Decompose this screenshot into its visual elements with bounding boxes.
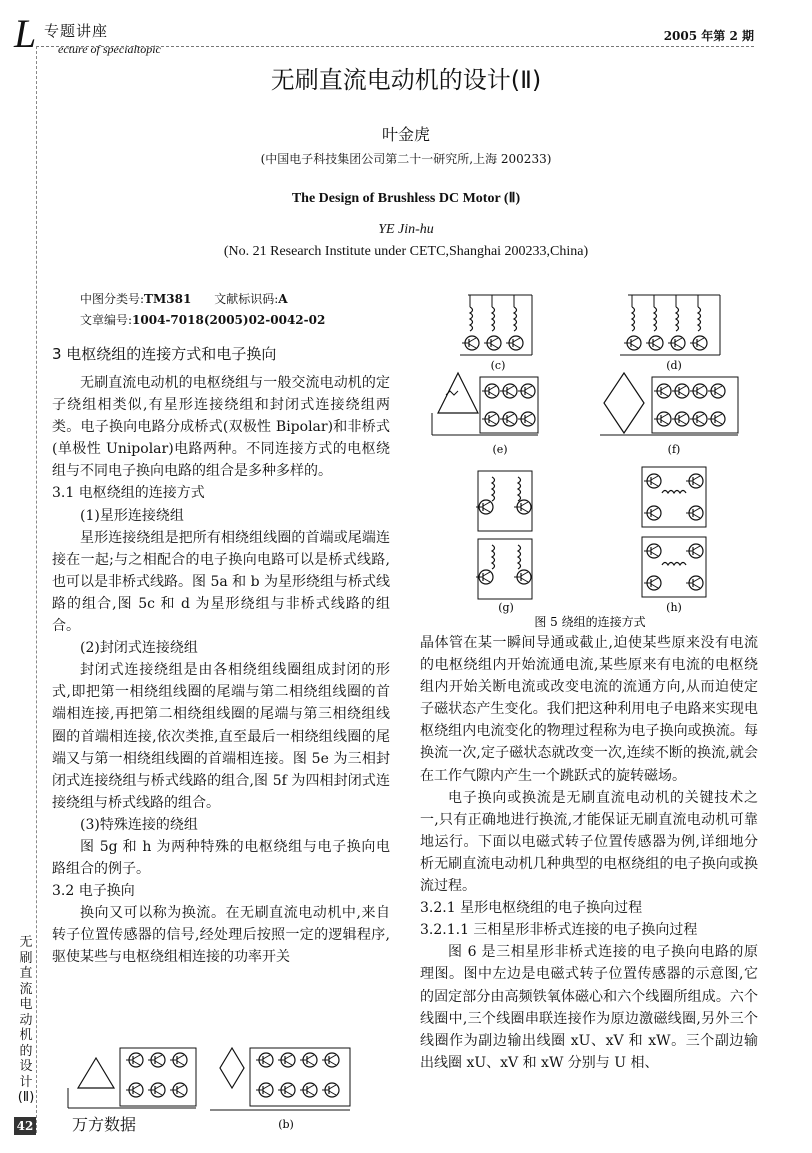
column-name: 专题讲座	[44, 22, 109, 40]
paragraph: 无刷直流电动机的电枢绕组与一般交流电动机的定子绕组相类似,有星形连接绕组和封闭式连接绕组两类。电子换向电路分成桥式(双极性 Bipolar)和非桥式(单极性 Unipolar)电路两种。不同连接方式的电枢绕组与不同电子换向电路的组合是多种多样的。	[52, 375, 390, 480]
issue-label: 2005 年第 2 期	[663, 29, 754, 43]
clc-label: 中图分类号:	[80, 292, 145, 306]
figure-5e	[432, 373, 538, 435]
paragraph: 电子换向或换流是无刷直流电动机的关键技术之一,只有正确地进行换流,才能保证无刷直流电动机可靠地运行。下面以电磁式转子位置传感器为例,详细地分析无刷直流电动机几种典型的电枢绕组的电子换向或换流过程。	[420, 789, 758, 895]
sidebar-divider	[36, 46, 37, 1133]
article-number-line	[80, 311, 325, 328]
fig-label-g: (g)	[498, 601, 514, 614]
fig-label-c: (c)	[490, 359, 506, 372]
fig-label-f: (f)	[667, 443, 681, 456]
sub-subsection-heading: (1)星形连接绕组	[80, 507, 184, 524]
header-divider	[36, 46, 754, 47]
column-logo-letter: L	[14, 11, 37, 56]
paragraph: 封闭式连接绕组是由各相绕组线圈组成封闭的形式,即把第一相绕组线圈的尾端与第二相绕组线圈的首端相连接,再把第二相绕组线圈的尾端与第三相绕组线圈的首端相连接,依次类推,直至最后一相绕组线圈的尾端又与第一相绕组线圈的首端相连接。图 5e 为三相封闭式连接绕组与桥式线路的组合,图 5f 为四相封闭式连接绕组与桥式线路的组合。	[52, 662, 390, 811]
section-3-heading: 3 电枢绕组的连接方式和电子换向	[52, 345, 277, 363]
paragraph: 星形连接绕组是把所有相绕组线圈的首端或尾端连接在一起;与之相配合的电子换向电路可以是桥式线路,也可以是非桥式线路。图 5a 和 b 为星形绕组与桥式线路的组合,图 5c 和 d 为星形绕组与非桥式线路的组合。	[52, 529, 391, 635]
figure-5g	[476, 471, 532, 599]
doc-code-value: A	[278, 292, 288, 306]
clc-value: TM381	[144, 292, 192, 306]
fig-label-e: (e)	[492, 443, 508, 456]
figure-5-diagram	[420, 285, 760, 630]
fig-label-d: (d)	[666, 359, 682, 372]
paragraph: 图 6 是三相星形非桥式连接的电子换向电路的原理图。图中左边是电磁式转子位置传感器的示意图,它的固定部分由高频铁氧体磁心和六个线圈所组成。六个线圈中,三个线圈串联连接作为原边激磁线圈,另外三个线圈作为副边输出线圈 xU、xV 和 xW。三个副边输出线圈 xU、xV 和 xW 分别与 U 相、	[420, 944, 758, 1071]
sub-subsection-heading: (2)封闭式连接绕组	[80, 640, 198, 657]
subsection-heading: 3.2 电子换向	[52, 883, 135, 900]
english-affiliation: (No. 21 Research Institute under CETC,Shanghai 200233,China)	[223, 244, 589, 259]
right-column	[420, 632, 758, 1074]
english-title: The Design of Brushless DC Motor (Ⅱ)	[291, 191, 521, 206]
subsection-heading: 3.2.1 星形电枢绕组的电子换向过程	[420, 900, 643, 917]
classification-line	[80, 290, 288, 307]
fig-label-h: (h)	[666, 601, 682, 614]
author-affiliation: (中国电子科技集团公司第二十一研究所,上海 200233)	[260, 152, 552, 166]
sub-subsection-heading: (3)特殊连接的绕组	[80, 816, 198, 833]
article-no-value: 1004-7018(2005)02-0042-02	[132, 313, 326, 327]
figure-5h	[642, 467, 706, 597]
paragraph: 图 5g 和 h 为两种特殊的电枢绕组与电子换向电路组合的例子。	[52, 838, 390, 878]
left-column	[52, 372, 390, 969]
sidebar-running-title: 无刷直流电动机的设计(Ⅱ)	[17, 935, 35, 1105]
figure-5d	[620, 295, 720, 355]
english-author: YE Jin-hu	[378, 222, 434, 237]
paragraph: 换向又可以称为换流。在无刷直流电动机中,来自转子位置传感器的信号,经处理后按照一定的逻辑程序,驱使某些与电枢绕组相连接的功率开关	[52, 905, 390, 966]
figure-5-caption: 图 5 绕组的连接方式	[534, 615, 646, 629]
doc-code-label: 文献标识码:	[214, 292, 279, 306]
author-name: 叶金虎	[381, 125, 430, 144]
figure-5f	[600, 373, 738, 435]
article-no-label: 文章编号:	[80, 313, 133, 327]
paragraph: 晶体管在某一瞬间导通或截止,迫使某些原来没有电流的电枢绕组内开始流通电流,某些原来有电流的电枢绕组内开始关断电流或改变电流的流通方向,从而迫使定子磁状态产生变化。我们把这种利用电子电路来实现电枢绕组内电流变化的物理过程称为电子换向或换流。每换流一次,定子磁状态就改变一次,连续不断的换流,就会在工作气隙内产生一个跳跃式的旋转磁场。	[420, 635, 758, 784]
watermark-text: 万方数据	[72, 1115, 137, 1134]
column-name-en: ecture of specialtopic	[58, 42, 161, 56]
fig-label-b: (b)	[278, 1118, 294, 1131]
figure-5c	[460, 295, 532, 355]
subsection-heading: 3.2.1.1 三相星形非桥式连接的电子换向过程	[420, 922, 698, 939]
page-number: 42	[14, 1117, 36, 1135]
article-title: 无刷直流电动机的设计(Ⅱ)	[270, 66, 542, 94]
subsection-heading: 3.1 电枢绕组的连接方式	[52, 485, 205, 502]
